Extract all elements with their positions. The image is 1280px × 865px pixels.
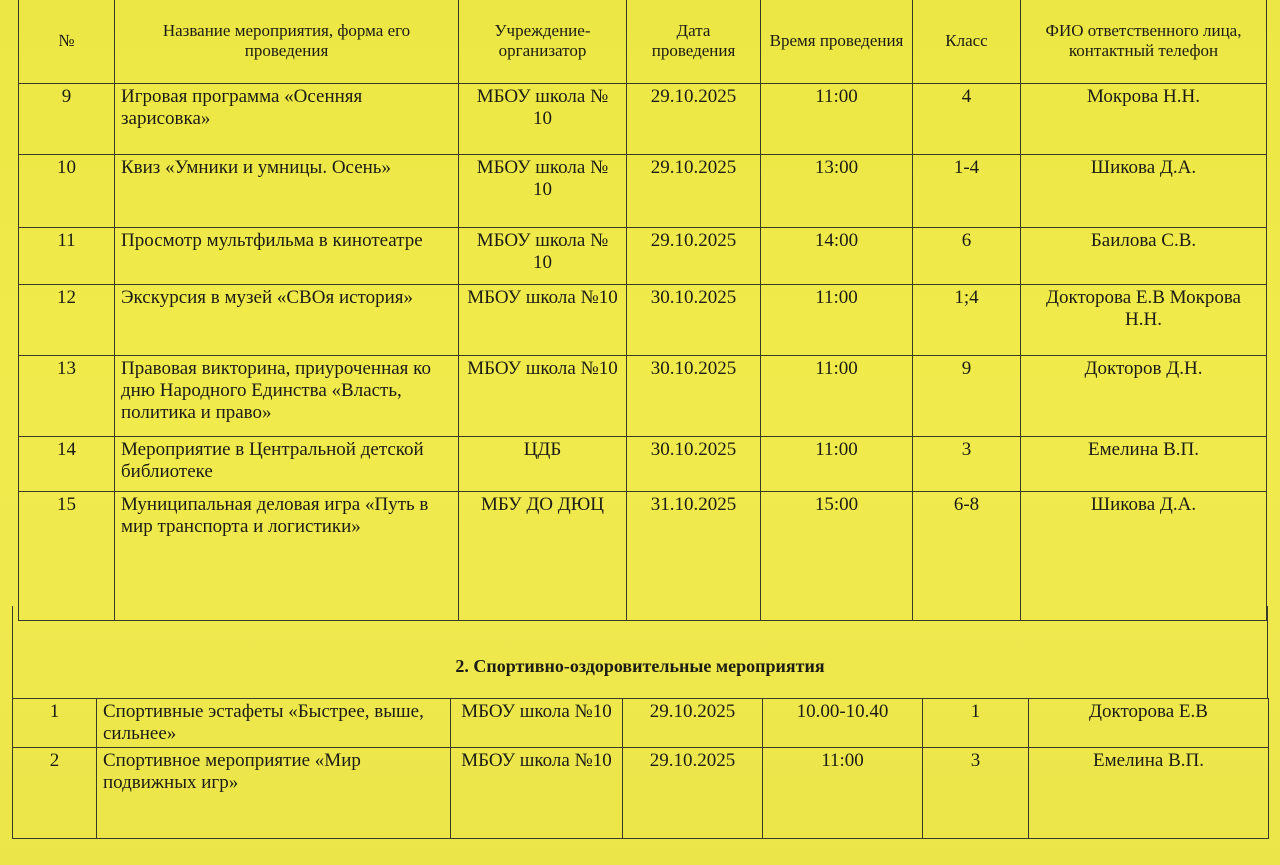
cell-class: 3 [923,748,1029,839]
cell-name: Просмотр мультфильма в кинотеатре [115,228,459,285]
cell-date: 29.10.2025 [623,699,763,748]
header-num: № [19,0,115,84]
cell-contact: Шикова Д.А. [1021,155,1267,228]
sports-events-table [12,698,1269,839]
cell-date: 29.10.2025 [627,84,761,155]
cell-class: 6-8 [913,492,1021,621]
cell-num: 11 [19,228,115,285]
cell-time: 14:00 [761,228,913,285]
cell-class: 4 [913,84,1021,155]
cell-org: МБОУ школа №10 [451,699,623,748]
cell-time: 11:00 [761,285,913,356]
cell-contact: Шикова Д.А. [1021,492,1267,621]
table-header-row [19,0,1267,84]
cell-num: 2 [13,748,97,839]
cell-org: МБОУ школа №10 [459,356,627,437]
cell-org: МБОУ школа № 10 [459,84,627,155]
cell-date: 30.10.2025 [627,437,761,492]
cell-name: Муниципальная деловая игра «Путь в мир транспорта и логистики» [115,492,459,621]
table-row [13,748,1269,839]
cell-date: 29.10.2025 [627,155,761,228]
cell-org: МБОУ школа № 10 [459,155,627,228]
cell-org: МБУ ДО ДЮЦ [459,492,627,621]
cell-contact: Емелина В.П. [1029,748,1269,839]
cell-org: МБОУ школа № 10 [459,228,627,285]
table-row [19,155,1267,228]
cell-contact: Докторова Е.В [1029,699,1269,748]
cell-num: 9 [19,84,115,155]
table-row [19,492,1267,621]
cell-contact: Мокрова Н.Н. [1021,84,1267,155]
cell-class: 1;4 [913,285,1021,356]
table-row [19,84,1267,155]
cell-class: 3 [913,437,1021,492]
header-org: Учреждение-организатор [459,0,627,84]
section-title: 2. Спортивно-оздоровительные мероприятия [455,656,825,676]
cell-date: 30.10.2025 [627,285,761,356]
cell-name: Квиз «Умники и умницы. Осень» [115,155,459,228]
table-row [13,699,1269,748]
header-class: Класс [913,0,1021,84]
header-name: Название мероприятия, форма его проведения [115,0,459,84]
cell-num: 1 [13,699,97,748]
cell-class: 1-4 [913,155,1021,228]
cell-time: 11:00 [761,437,913,492]
cell-org: МБОУ школа №10 [451,748,623,839]
cell-class: 9 [913,356,1021,437]
cell-time: 11:00 [761,356,913,437]
cell-time: 13:00 [761,155,913,228]
table-row [19,285,1267,356]
cell-class: 6 [913,228,1021,285]
cell-name: Экскурсия в музей «СВОя история» [115,285,459,356]
cell-org: ЦДБ [459,437,627,492]
cell-date: 29.10.2025 [623,748,763,839]
cell-num: 10 [19,155,115,228]
cell-num: 12 [19,285,115,356]
cell-time: 15:00 [761,492,913,621]
cell-name: Правовая викторина, приуроченная ко дню Народного Единства «Власть, политика и право» [115,356,459,437]
cell-contact: Баилова С.В. [1021,228,1267,285]
cell-date: 30.10.2025 [627,356,761,437]
cell-time: 11:00 [761,84,913,155]
cell-time: 11:00 [763,748,923,839]
cell-name: Игровая программа «Осенняя зарисовка» [115,84,459,155]
cell-name: Мероприятие в Центральной детской библиотеке [115,437,459,492]
header-date: Дата проведения [627,0,761,84]
header-time: Время проведения [761,0,913,84]
cell-class: 1 [923,699,1029,748]
table-row [19,228,1267,285]
header-contact: ФИО ответственного лица, контактный телефон [1021,0,1267,84]
cell-date: 31.10.2025 [627,492,761,621]
cell-org: МБОУ школа №10 [459,285,627,356]
section-header-row [12,606,1268,698]
cell-name: Спортивное мероприятие «Мир подвижных игр» [97,748,451,839]
table-row [19,437,1267,492]
cell-date: 29.10.2025 [627,228,761,285]
cell-time: 10.00-10.40 [763,699,923,748]
cell-num: 14 [19,437,115,492]
events-table [18,0,1267,621]
cell-num: 15 [19,492,115,621]
cell-contact: Докторов Д.Н. [1021,356,1267,437]
cell-num: 13 [19,356,115,437]
cell-contact: Докторова Е.В Мокрова Н.Н. [1021,285,1267,356]
cell-contact: Емелина В.П. [1021,437,1267,492]
cell-name: Спортивные эстафеты «Быстрее, выше, сильнее» [97,699,451,748]
table-row [19,356,1267,437]
